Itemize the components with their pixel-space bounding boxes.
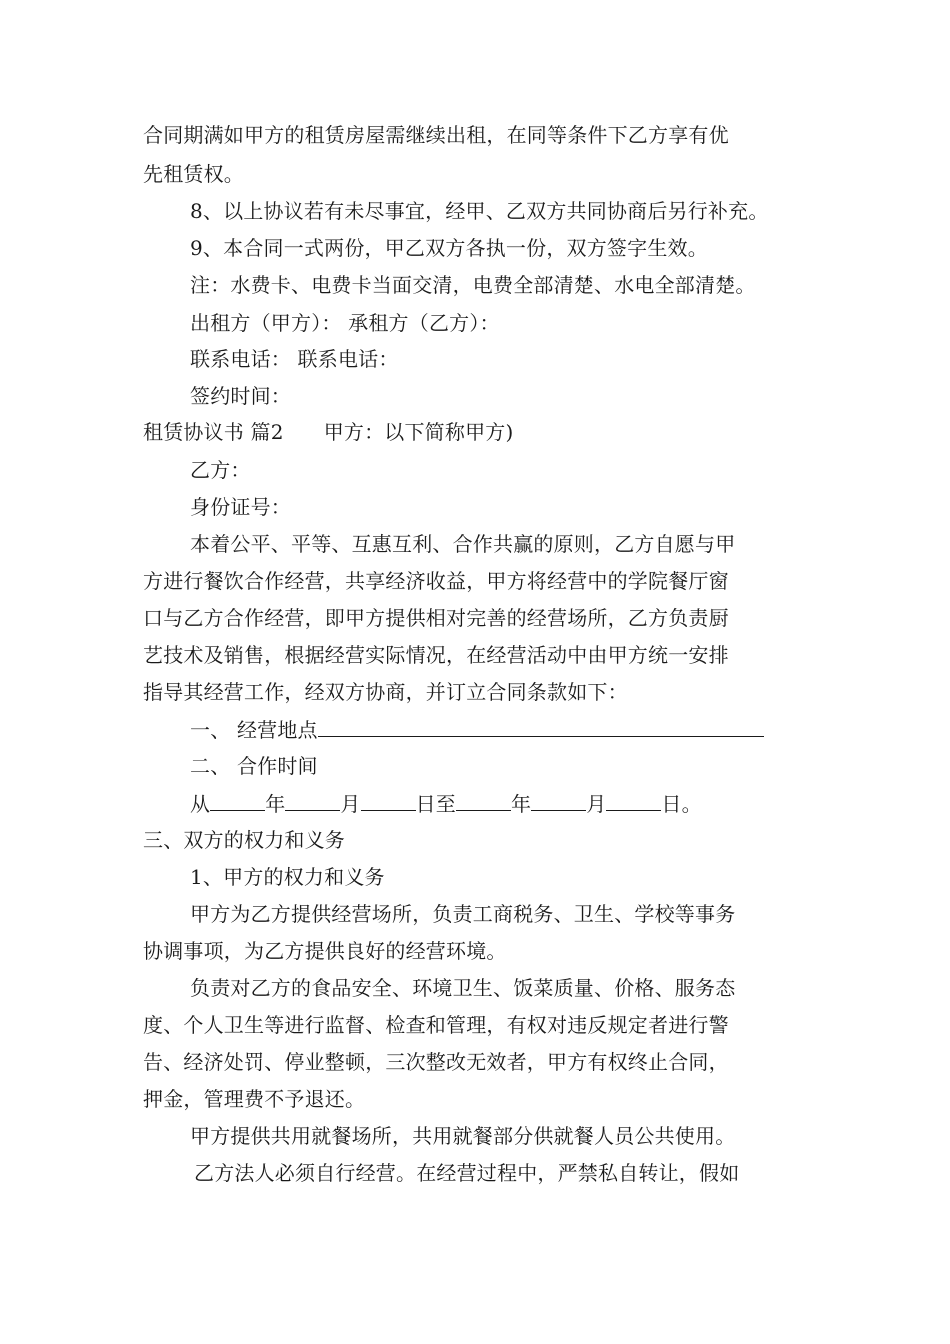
- day-to-label: 日至: [415, 792, 457, 816]
- paragraph-line: 本着公平、平等、互惠互利、合作共赢的原则，乙方自愿与甲: [190, 532, 736, 556]
- text-line: 三、双方的权力和义务: [143, 828, 345, 852]
- text-line: 合同期满如甲方的租赁房屋需继续出租，在同等条件下乙方享有优: [143, 123, 729, 147]
- from-label: 从: [190, 792, 211, 816]
- text-line: 出租方（甲方）： 承租方（乙方）：: [190, 311, 500, 335]
- text-line: 二、 合作时间: [190, 754, 318, 778]
- text-line: 先租赁权。: [143, 162, 244, 186]
- text-line: 身份证号：: [190, 495, 291, 519]
- paragraph-line: 甲方提供共用就餐场所，共用就餐部分供就餐人员公共使用。: [190, 1124, 736, 1148]
- text-line: 注：水费卡、电费卡当面交清，电费全部清楚、水电全部清楚。: [190, 273, 756, 297]
- party-a-label: 甲方：以下简称甲方): [323, 420, 514, 444]
- month-blank: [285, 790, 340, 811]
- month-label: 月: [586, 792, 607, 816]
- paragraph-line: 方进行餐饮合作经营，共享经济收益，甲方将经营中的学院餐厅窗: [143, 569, 729, 593]
- text-line: 8、以上协议若有未尽事宜，经甲、乙双方共同协商后另行补充。: [190, 199, 769, 223]
- day-blank: [606, 790, 661, 811]
- day-blank: [361, 790, 416, 811]
- paragraph-line: 押金，管理费不予退还。: [143, 1087, 366, 1111]
- text-line: 1、甲方的权力和义务: [190, 865, 385, 889]
- month-label: 月: [340, 792, 361, 816]
- location-blank: [318, 716, 764, 737]
- paragraph-line: 告、经济处罚、停业整顿，三次整改无效者，甲方有权终止合同，: [143, 1050, 729, 1074]
- text-line: 签约时间：: [190, 384, 291, 408]
- section-heading: 租赁协议书 篇2: [143, 420, 284, 444]
- text-line: 9、本合同一式两份，甲乙双方各执一份，双方签字生效。: [190, 236, 708, 260]
- paragraph-line: 度、个人卫生等进行监督、检查和管理，有权对违反规定者进行警: [143, 1013, 729, 1037]
- month-blank: [531, 790, 586, 811]
- section-heading-line: [143, 419, 514, 445]
- day-end-label: 日。: [661, 792, 702, 816]
- location-label: 一、 经营地点: [190, 718, 318, 742]
- paragraph-line: 负责对乙方的食品安全、环境卫生、饭菜质量、价格、服务态: [190, 976, 736, 1000]
- text-line: 乙方：: [190, 458, 251, 482]
- year-blank: [210, 790, 265, 811]
- paragraph-line: 艺技术及销售，根据经营实际情况，在经营活动中由甲方统一安排: [143, 643, 729, 667]
- date-range-line: [190, 790, 702, 817]
- year-label: 年: [265, 792, 286, 816]
- year-blank: [456, 790, 511, 811]
- paragraph-line: 甲方为乙方提供经营场所，负责工商税务、卫生、学校等事务: [190, 902, 736, 926]
- paragraph-line: 乙方法人必须自行经营。在经营过程中，严禁私自转让，假如: [194, 1161, 740, 1185]
- text-line: 联系电话： 联系电话：: [190, 347, 399, 371]
- location-line: [190, 716, 764, 743]
- paragraph-line: 口与乙方合作经营，即甲方提供相对完善的经营场所，乙方负责厨: [143, 606, 729, 630]
- paragraph-line: 协调事项，为乙方提供良好的经营环境。: [143, 939, 507, 963]
- year-label: 年: [511, 792, 532, 816]
- paragraph-line: 指导其经营工作，经双方协商，并订立合同条款如下：: [143, 680, 628, 704]
